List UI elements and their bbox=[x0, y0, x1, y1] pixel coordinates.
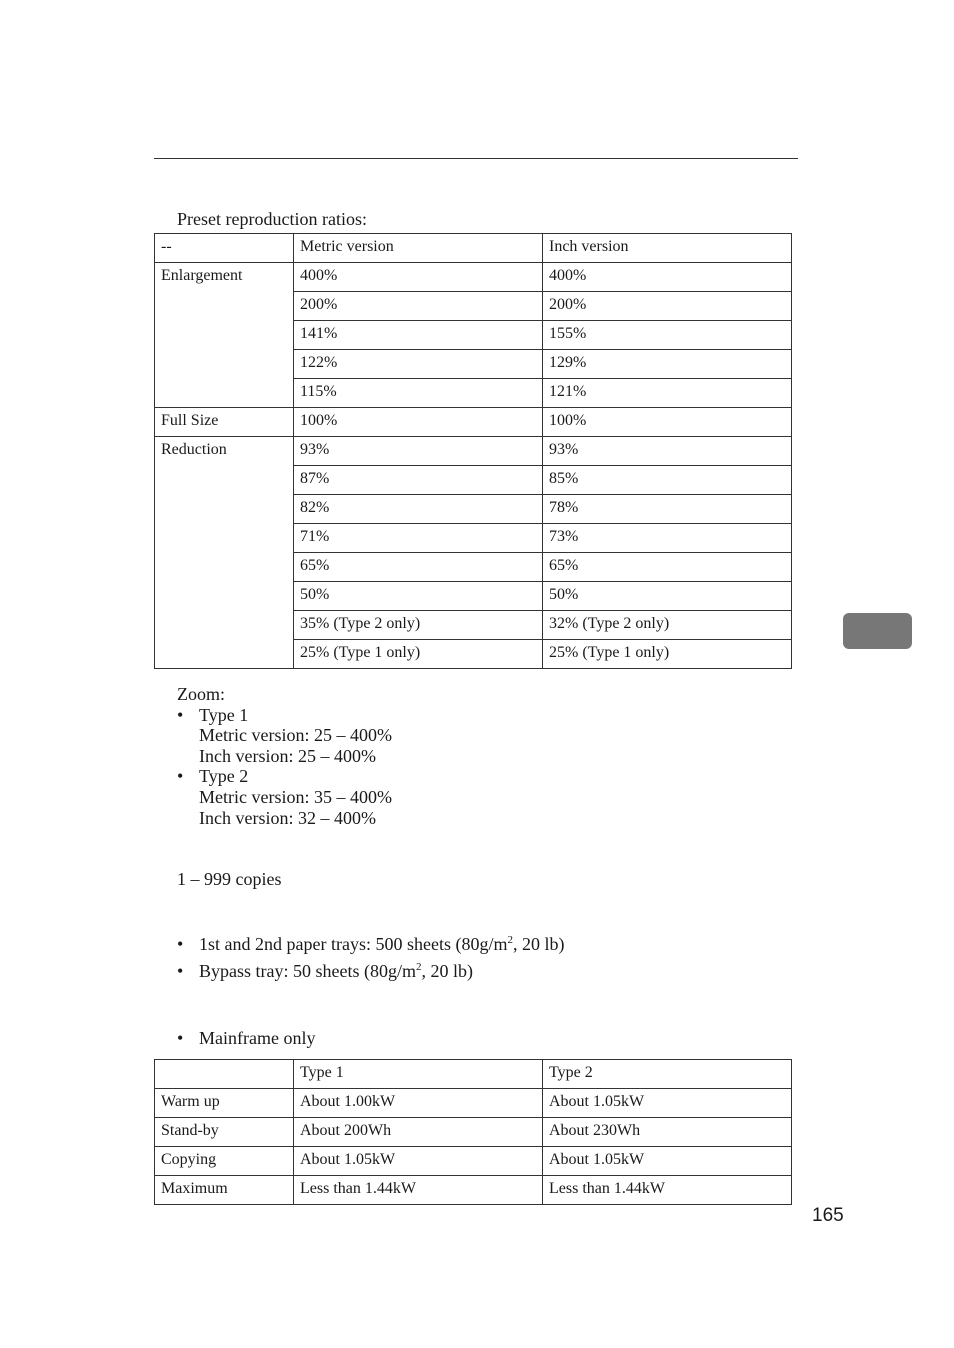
trays-text-end: , 20 lb) bbox=[512, 934, 565, 954]
table-header-row bbox=[155, 1060, 792, 1089]
metric-cell: 87% bbox=[294, 466, 543, 495]
zoom-type2-metric: Metric version: 35 – 400% bbox=[199, 786, 392, 807]
zoom-type1-title: • Type 1 bbox=[199, 704, 249, 725]
row-group-label: Enlargement bbox=[155, 263, 294, 408]
row-label: Maximum bbox=[155, 1176, 294, 1205]
bypass-text: Bypass tray: 50 sheets (80g/m bbox=[199, 961, 416, 981]
header-cell: Type 1 bbox=[294, 1060, 543, 1089]
table-row bbox=[155, 1176, 792, 1205]
chapter-tab-marker bbox=[843, 613, 912, 649]
table-row bbox=[155, 1089, 792, 1118]
metric-cell: 100% bbox=[294, 408, 543, 437]
power-note-list bbox=[177, 1027, 315, 1054]
metric-cell: 82% bbox=[294, 495, 543, 524]
zoom-section bbox=[177, 684, 392, 828]
row-label: Copying bbox=[155, 1147, 294, 1176]
row-group-label: Reduction bbox=[155, 437, 294, 669]
list-item bbox=[177, 705, 392, 767]
row-label: Warm up bbox=[155, 1089, 294, 1118]
type1-cell: About 1.05kW bbox=[294, 1147, 543, 1176]
header-rule bbox=[154, 158, 798, 159]
list-item bbox=[177, 960, 564, 982]
row-group-label: Full Size bbox=[155, 408, 294, 437]
inch-cell: 93% bbox=[543, 437, 792, 466]
type1-cell: About 1.00kW bbox=[294, 1089, 543, 1118]
inch-cell: 32% (Type 2 only) bbox=[543, 611, 792, 640]
row-label: Stand-by bbox=[155, 1118, 294, 1147]
metric-cell: 122% bbox=[294, 350, 543, 379]
zoom-type1-inch: Inch version: 25 – 400% bbox=[199, 745, 376, 766]
inch-cell: 100% bbox=[543, 408, 792, 437]
zoom-type2-title: • Type 2 bbox=[199, 766, 249, 787]
type1-cell: About 200Wh bbox=[294, 1118, 543, 1147]
metric-cell: 71% bbox=[294, 524, 543, 553]
inch-cell: 121% bbox=[543, 379, 792, 408]
power-consumption-table bbox=[154, 1059, 792, 1205]
inch-cell: 200% bbox=[543, 292, 792, 321]
metric-cell: 93% bbox=[294, 437, 543, 466]
table-row bbox=[155, 408, 792, 437]
table-header-row bbox=[155, 234, 792, 263]
type2-cell: About 230Wh bbox=[543, 1118, 792, 1147]
inch-cell: 65% bbox=[543, 553, 792, 582]
metric-cell: 400% bbox=[294, 263, 543, 292]
list-item bbox=[177, 1027, 315, 1049]
copies-text: 1 – 999 copies bbox=[177, 869, 282, 889]
metric-cell: 115% bbox=[294, 379, 543, 408]
zoom-type2-inch: Inch version: 32 – 400% bbox=[199, 807, 376, 828]
list-item bbox=[177, 933, 564, 955]
inch-cell: 155% bbox=[543, 321, 792, 350]
inch-cell: 50% bbox=[543, 582, 792, 611]
table-row bbox=[155, 1118, 792, 1147]
inch-cell: 129% bbox=[543, 350, 792, 379]
list-item bbox=[177, 766, 392, 828]
zoom-type1-metric: Metric version: 25 – 400% bbox=[199, 725, 392, 746]
metric-cell: 25% (Type 1 only) bbox=[294, 640, 543, 669]
type2-cell: Less than 1.44kW bbox=[543, 1176, 792, 1205]
metric-cell: 35% (Type 2 only) bbox=[294, 611, 543, 640]
type1-cell: Less than 1.44kW bbox=[294, 1176, 543, 1205]
inch-cell: 25% (Type 1 only) bbox=[543, 640, 792, 669]
page-number: 165 bbox=[812, 1205, 844, 1226]
table-row bbox=[155, 263, 792, 292]
header-cell bbox=[155, 1060, 294, 1089]
bypass-text-end: , 20 lb) bbox=[421, 961, 473, 981]
header-cell: Type 2 bbox=[543, 1060, 792, 1089]
inch-cell: 85% bbox=[543, 466, 792, 495]
superscript: 2 bbox=[415, 961, 422, 973]
inch-cell: 78% bbox=[543, 495, 792, 524]
zoom-list bbox=[177, 705, 392, 829]
metric-cell: 50% bbox=[294, 582, 543, 611]
trays-text: 1st and 2nd paper trays: 500 sheets (80g/m bbox=[199, 934, 508, 954]
header-cell: -- bbox=[155, 234, 294, 263]
table-row bbox=[155, 1147, 792, 1176]
paper-capacity-list bbox=[177, 933, 564, 987]
type2-cell: About 1.05kW bbox=[543, 1089, 792, 1118]
inch-cell: 400% bbox=[543, 263, 792, 292]
header-cell: Metric version bbox=[294, 234, 543, 263]
metric-cell: 200% bbox=[294, 292, 543, 321]
reproduction-ratio-table bbox=[154, 233, 792, 669]
zoom-label: Zoom: bbox=[177, 684, 225, 704]
metric-cell: 141% bbox=[294, 321, 543, 350]
metric-cell: 65% bbox=[294, 553, 543, 582]
power-note: Mainframe only bbox=[199, 1028, 316, 1048]
inch-cell: 73% bbox=[543, 524, 792, 553]
type2-cell: About 1.05kW bbox=[543, 1147, 792, 1176]
ratios-label: Preset reproduction ratios: bbox=[177, 209, 367, 229]
superscript: 2 bbox=[507, 934, 513, 946]
table-row bbox=[155, 437, 792, 466]
header-cell: Inch version bbox=[543, 234, 792, 263]
